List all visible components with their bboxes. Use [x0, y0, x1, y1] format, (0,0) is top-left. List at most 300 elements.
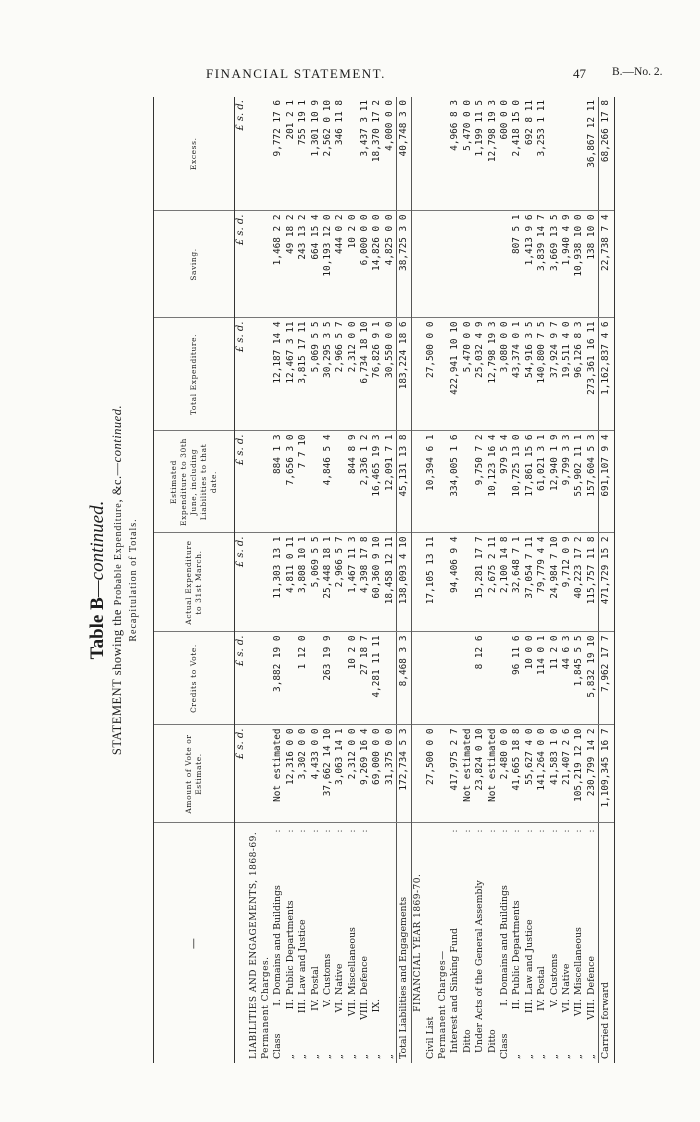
leader-dots: : [359, 826, 371, 833]
civil-list-label [424, 823, 436, 1063]
liability-row [285, 97, 297, 1063]
page-number: 47 [573, 66, 586, 81]
cell-amount: 105,219 12 10 [573, 725, 585, 823]
column-header-saving: Saving. [154, 211, 235, 318]
cell-excess [573, 97, 585, 211]
cell-credits: 96 11 6 [511, 632, 523, 725]
civil-list-text: Civil List [424, 1016, 436, 1059]
cell-estimated: 10,123 16 4 [486, 431, 498, 533]
liability-row [322, 97, 334, 1063]
cell-actual: 37,054 7 11 [524, 533, 536, 632]
cell-saving [424, 211, 436, 318]
cell-saving: 243 13 2 [297, 211, 309, 318]
section-heading-financial-year: FINANCIAL YEAR 1869-70. [413, 873, 424, 1012]
leader-dots: : [486, 826, 498, 833]
cell-excess: 346 11 8 [334, 97, 346, 211]
class-row [511, 97, 523, 1063]
ditto-mark: „ [321, 1054, 333, 1059]
class-name: Customs [321, 953, 333, 995]
cell-excess [347, 97, 359, 211]
cell-saving: 4,825 0 0 [384, 211, 397, 318]
cell-amount: 1,109,345 16 7 [598, 725, 614, 823]
cell-excess [561, 97, 573, 211]
cell-excess [548, 97, 560, 211]
liability-row [334, 97, 346, 1063]
table-subtitle [109, 97, 127, 1063]
permanent-charge-name: Interest and Sinking Fund [449, 928, 461, 1053]
unit-label: £ s. d. [235, 533, 248, 632]
subtitle-suffix: , &c.— [110, 462, 124, 503]
cell-excess: 12,798 19 3 [486, 97, 498, 211]
cell-total: 5,470 0 0 [462, 318, 474, 431]
row-description [524, 823, 536, 1063]
cell-total: 12,798 19 3 [486, 318, 498, 431]
cell-credits [334, 632, 346, 725]
cell-actual: 3,808 10 1 [297, 533, 309, 632]
class-numeral: IV. [309, 999, 321, 1011]
cell-actual: 79,779 4 4 [536, 533, 548, 632]
class-numeral: VII. [573, 999, 585, 1017]
cell-total: 76,826 9 1 [371, 318, 383, 431]
class-name: Domains and Buildings [499, 885, 510, 995]
leader-dots: : [284, 826, 296, 833]
cell-saving: 10 2 0 [347, 211, 359, 318]
column-header-total: Total Expenditure. [154, 318, 235, 431]
unit-label: £ s. d. [235, 725, 248, 823]
class-name: Public Departments [511, 900, 523, 995]
cell-amount: 55,627 4 0 [524, 725, 536, 823]
cell-saving: 1,940 4 9 [561, 211, 573, 318]
cell-saving: 1,468 2 2 [272, 211, 284, 318]
ditto-mark: „ [346, 1054, 358, 1059]
subtitle-prefix: STATEMENT showing the [110, 609, 124, 756]
cell-credits [449, 632, 461, 725]
class-row [536, 97, 548, 1063]
cell-actual: 5,069 5 5 [309, 533, 321, 632]
carried-forward-row [598, 97, 614, 1063]
cell-excess: 40,748 3 0 [397, 97, 412, 211]
cell-saving: 138 10 0 [586, 211, 599, 318]
cell-saving: 38,725 3 0 [397, 211, 412, 318]
class-name: Law and Justice [297, 919, 309, 995]
class-row [586, 97, 599, 1063]
cell-saving [449, 211, 461, 318]
cell-actual: 60,360 9 10 [371, 533, 383, 632]
table-title [87, 97, 109, 1063]
cell-excess: 2,562 0 10 [322, 97, 334, 211]
column-header-excess: Excess. [154, 97, 235, 211]
cell-credits: 10 2 0 [347, 632, 359, 725]
table-continued: —continued. [87, 500, 108, 598]
cell-excess [424, 97, 436, 211]
cell-amount: Not estimated [462, 725, 474, 823]
class-numeral: VI. [334, 999, 346, 1013]
permanent-charge-name: Ditto [461, 1029, 473, 1053]
ditto-mark: „ [585, 1054, 597, 1059]
cell-amount: 69,000 0 0 [371, 725, 383, 823]
cell-excess: 1,199 11 5 [474, 97, 486, 211]
table-name: Table B [87, 597, 108, 660]
cell-total: 12,187 14 4 [272, 318, 284, 431]
cell-total: 183,224 18 6 [397, 318, 412, 431]
cell-credits [384, 632, 397, 725]
cell-estimated: 884 1 3 [272, 431, 284, 533]
cell-excess: 9,772 17 6 [272, 97, 284, 211]
section-heading-row [412, 97, 425, 1063]
cell-estimated: 12,940 1 9 [548, 431, 560, 533]
row-description [474, 823, 486, 1063]
row-description [334, 823, 346, 1063]
cell-saving: 444 0 2 [334, 211, 346, 318]
cell-excess: 692 8 11 [524, 97, 536, 211]
cell-amount: 230,799 14 2 [586, 725, 599, 823]
class-numeral: I. [499, 999, 510, 1006]
class-numeral: VIII. [359, 999, 371, 1020]
cell-actual [462, 533, 474, 632]
class-row [548, 97, 560, 1063]
cell-saving: 6,000 0 0 [359, 211, 371, 318]
cell-credits: 1 12 0 [297, 632, 309, 725]
cell-estimated: 55,902 11 1 [573, 431, 585, 533]
cell-estimated: 4,846 5 4 [322, 431, 334, 533]
class-numeral: I. [272, 999, 284, 1006]
cell-actual: 9,712 0 9 [561, 533, 573, 632]
cell-saving: 3,669 13 5 [548, 211, 560, 318]
cell-actual: 138,093 4 10 [397, 533, 412, 632]
cell-excess: 5,470 0 0 [462, 97, 474, 211]
row-description [486, 823, 498, 1063]
section-heading-row [437, 97, 449, 1063]
recapitulation-heading: Recapitulation of Totals. [128, 518, 139, 642]
class-name: Public Departments [284, 900, 296, 995]
cell-saving [486, 211, 498, 318]
cell-total: 54,916 3 5 [524, 318, 536, 431]
cell-actual: 2,100 14 8 [499, 533, 511, 632]
cell-total: 27,500 0 0 [424, 318, 436, 431]
cell-credits [424, 632, 436, 725]
liability-row [272, 97, 284, 1063]
leader-dots: : [346, 826, 358, 833]
cell-total: 3,815 17 11 [297, 318, 309, 431]
cell-estimated: 9,799 3 3 [561, 431, 573, 533]
cell-estimated [462, 431, 474, 533]
leader-dots: : [334, 826, 346, 833]
cell-actual: 94,406 9 4 [449, 533, 461, 632]
liability-row [347, 97, 359, 1063]
leader-dots: : [536, 826, 548, 833]
cell-estimated: 691,107 9 4 [598, 431, 614, 533]
cell-saving [462, 211, 474, 318]
cell-actual: 1,467 11 3 [347, 533, 359, 632]
cell-actual: 2,966 5 7 [334, 533, 346, 632]
cell-estimated: 334,005 1 6 [449, 431, 461, 533]
subtitle-smallcaps: Probable Expenditure [113, 502, 124, 606]
leader-dots: : [449, 826, 461, 833]
cell-amount: 9,269 16 4 [359, 725, 371, 823]
cell-saving: 807 5 1 [511, 211, 523, 318]
cell-actual: 17,105 13 11 [424, 533, 436, 632]
civil-list-row [424, 97, 436, 1063]
cell-actual: 15,281 17 7 [474, 533, 486, 632]
liability-row [359, 97, 371, 1063]
row-description [285, 823, 297, 1063]
cell-estimated: 45,131 13 8 [397, 431, 412, 533]
total-liabilities-label: Total Liabilities and Engagements [397, 823, 412, 1063]
cell-actual: 24,984 7 10 [548, 533, 560, 632]
cell-amount: 12,316 0 0 [285, 725, 297, 823]
cell-saving: 49 18 2 [285, 211, 297, 318]
row-description [462, 823, 474, 1063]
row-description [573, 823, 585, 1063]
leader-dots: : [573, 826, 585, 833]
cell-actual: 25,448 18 1 [322, 533, 334, 632]
unit-label: £ s. d. [235, 431, 248, 533]
cell-amount: 21,407 2 6 [561, 725, 573, 823]
cell-saving [499, 211, 511, 318]
cell-total: 12,467 3 11 [285, 318, 297, 431]
statement-table [153, 97, 615, 1063]
leader-dots: : [309, 826, 321, 833]
cell-excess: 2,418 15 0 [511, 97, 523, 211]
leader-dots: : [560, 826, 572, 833]
leader-dots: : [297, 826, 309, 833]
class-word: Class [272, 1033, 284, 1059]
row-description [586, 823, 599, 1063]
ditto-mark: „ [511, 1054, 523, 1059]
column-header-actual: Actual Expenditure to 31st March. [154, 533, 235, 632]
leader-dots: : [461, 826, 473, 833]
cell-total: 5,069 5 5 [309, 318, 321, 431]
class-numeral: III. [297, 999, 309, 1014]
cell-credits [499, 632, 511, 725]
row-description [548, 823, 560, 1063]
class-numeral: III. [523, 999, 535, 1014]
class-word: Class [499, 1033, 510, 1059]
header-row [154, 97, 235, 1063]
cell-actual: 40,223 17 2 [573, 533, 585, 632]
class-name: Defence [585, 956, 597, 995]
cell-total: 273,361 16 11 [586, 318, 599, 431]
unit-label: £ s. d. [235, 632, 248, 725]
cell-actual: 115,757 11 8 [586, 533, 599, 632]
cell-actual: 471,729 15 2 [598, 533, 614, 632]
class-numeral: V. [548, 999, 560, 1008]
ditto-mark: „ [523, 1054, 535, 1059]
cell-amount: 27,500 0 0 [424, 725, 436, 823]
cell-saving: 14,826 0 0 [371, 211, 383, 318]
row-description [561, 823, 573, 1063]
cell-amount: Not estimated [486, 725, 498, 823]
class-name: Native [334, 963, 346, 995]
cell-total: 30,550 0 0 [384, 318, 397, 431]
unit-label: £ s. d. [235, 211, 248, 318]
cell-excess: 600 0 0 [499, 97, 511, 211]
cell-credits: 1,845 5 5 [573, 632, 585, 725]
class-row [561, 97, 573, 1063]
class-name: Miscellaneous [346, 927, 358, 995]
cell-total: 19,511 4 0 [561, 318, 573, 431]
cell-estimated: 157,604 5 3 [586, 431, 599, 533]
liability-row [384, 97, 397, 1063]
class-name: Miscellaneous [573, 927, 585, 995]
column-header-amount: Amount of Vote or Estimate. [154, 725, 235, 823]
class-name: Native [560, 963, 572, 995]
row-description [511, 823, 523, 1063]
row-description [322, 823, 334, 1063]
cell-credits: 8,468 3 3 [397, 632, 412, 725]
cell-total: 422,941 10 10 [449, 318, 461, 431]
ditto-mark: „ [383, 1054, 395, 1059]
liability-row [297, 97, 309, 1063]
class-numeral: VI. [560, 999, 572, 1013]
class-row [524, 97, 536, 1063]
total-liabilities-row [397, 97, 412, 1063]
permanent-charge-row [449, 97, 461, 1063]
row-description [297, 823, 309, 1063]
class-numeral: IV. [536, 999, 548, 1011]
cell-excess: 4,966 8 3 [449, 97, 461, 211]
cell-amount: 41,583 1 0 [548, 725, 560, 823]
subtitle-continued: continued. [110, 404, 124, 463]
cell-actual: 11,303 13 1 [272, 533, 284, 632]
row-description [371, 823, 383, 1063]
running-head [0, 62, 700, 86]
cell-excess: 1,301 10 9 [309, 97, 321, 211]
cell-credits: 27 18 7 [359, 632, 371, 725]
cell-total: 1,162,837 4 6 [598, 318, 614, 431]
cell-amount: 37,662 14 10 [322, 725, 334, 823]
liability-row [371, 97, 383, 1063]
cell-credits: 44 6 3 [561, 632, 573, 725]
section-heading-row [260, 97, 272, 1063]
ditto-mark: „ [560, 1054, 572, 1059]
cell-estimated: 10,394 6 1 [424, 431, 436, 533]
cell-estimated: 7 7 10 [297, 431, 309, 533]
cell-excess: 36,867 12 11 [586, 97, 599, 211]
cell-excess: 68,266 17 8 [598, 97, 614, 211]
unit-label: £ s. d. [235, 97, 248, 211]
cell-saving: 3,839 14 7 [536, 211, 548, 318]
ditto-mark: „ [334, 1054, 346, 1059]
row-description [536, 823, 548, 1063]
cell-amount: 3,302 0 0 [297, 725, 309, 823]
leader-dots: : [585, 826, 597, 833]
cell-actual: 4,398 17 8 [359, 533, 371, 632]
cell-estimated [334, 431, 346, 533]
class-numeral: II. [284, 999, 296, 1010]
cell-amount: 41,665 18 8 [511, 725, 523, 823]
leader-dots: : [548, 826, 560, 833]
row-description [347, 823, 359, 1063]
rotated-table-area [83, 97, 614, 1063]
carried-forward-label: Carried forward [598, 823, 614, 1063]
class-row [499, 97, 511, 1063]
row-description [309, 823, 321, 1063]
cell-estimated: 61,021 3 1 [536, 431, 548, 533]
cell-total: 3,080 0 0 [499, 318, 511, 431]
ditto-mark: „ [359, 1054, 371, 1059]
cell-estimated: 17,861 15 6 [524, 431, 536, 533]
row-description [499, 823, 511, 1063]
class-name: Customs [548, 953, 560, 995]
units-blank [235, 823, 248, 1063]
leader-dots: : [321, 826, 333, 833]
cell-total: 30,295 3 5 [322, 318, 334, 431]
cell-credits [462, 632, 474, 725]
cell-credits [309, 632, 321, 725]
cell-credits: 8 12 6 [474, 632, 486, 725]
row-description [449, 823, 461, 1063]
cell-excess: 18,370 17 2 [371, 97, 383, 211]
leader-dots: : [272, 826, 284, 833]
leader-dots: : [499, 826, 510, 833]
cell-estimated: 12,091 7 1 [384, 431, 397, 533]
cell-amount: 31,375 0 0 [384, 725, 397, 823]
liability-row [309, 97, 321, 1063]
cell-excess: 755 19 1 [297, 97, 309, 211]
cell-actual: 4,811 0 11 [285, 533, 297, 632]
cell-estimated: 2,336 1 2 [359, 431, 371, 533]
column-header-estimated: Estimated Expenditure to 30th June, including Liabilities to that date. [154, 431, 235, 533]
row-description [359, 823, 371, 1063]
class-numeral: VII. [346, 999, 358, 1017]
leader-dots: : [474, 826, 486, 833]
class-numeral: IX. [371, 999, 383, 1013]
cell-estimated: 844 8 9 [347, 431, 359, 533]
ditto-mark: „ [309, 1054, 321, 1059]
cell-total: 43,374 0 1 [511, 318, 523, 431]
row-description [384, 823, 397, 1063]
permanent-charge-name: Under Acts of the General Assembly [474, 880, 486, 1053]
cell-saving: 22,738 7 4 [598, 211, 614, 318]
cell-actual: 2,675 2 11 [486, 533, 498, 632]
class-numeral: V. [321, 999, 333, 1008]
class-numeral: VIII. [585, 999, 597, 1020]
section-heading-liabilities: LIABILITIES AND ENGAGEMENTS, 1868-69. [248, 831, 259, 1059]
cell-amount: 2,312 0 0 [347, 725, 359, 823]
cell-credits: 11 2 0 [548, 632, 560, 725]
class-numeral: II. [511, 999, 523, 1010]
cell-estimated: 7,656 3 0 [285, 431, 297, 533]
ditto-mark: „ [371, 1054, 383, 1059]
cell-amount: 23,824 0 10 [474, 725, 486, 823]
cell-estimated: 979 5 4 [499, 431, 511, 533]
cell-excess: 3,437 3 11 [359, 97, 371, 211]
cell-amount: 3,063 14 1 [334, 725, 346, 823]
column-header-item: — [154, 823, 235, 1063]
cell-saving [474, 211, 486, 318]
cell-total: 25,032 4 9 [474, 318, 486, 431]
cell-total: 6,734 18 10 [359, 318, 371, 431]
cell-excess: 3,253 1 11 [536, 97, 548, 211]
cell-amount: 4,433 0 0 [309, 725, 321, 823]
ditto-mark: „ [297, 1054, 309, 1059]
cell-amount: 2,480 0 0 [499, 725, 511, 823]
cell-credits: 263 19 9 [322, 632, 334, 725]
cell-estimated [309, 431, 321, 533]
ditto-mark: „ [536, 1054, 548, 1059]
cell-saving: 10,193 12 0 [322, 211, 334, 318]
permanent-charge-name: Ditto [486, 1029, 498, 1053]
section-heading-permanent: Permanent Charges. [260, 956, 271, 1059]
leader-dots: : [523, 826, 535, 833]
cell-amount: Not estimated [272, 725, 284, 823]
cell-total: 96,126 8 3 [573, 318, 585, 431]
cell-estimated: 9,750 7 2 [474, 431, 486, 533]
document-reference: B.—No. 2. [612, 66, 663, 78]
column-header-credits: Credits to Vote. [154, 632, 235, 725]
class-name: Postal [536, 966, 548, 995]
